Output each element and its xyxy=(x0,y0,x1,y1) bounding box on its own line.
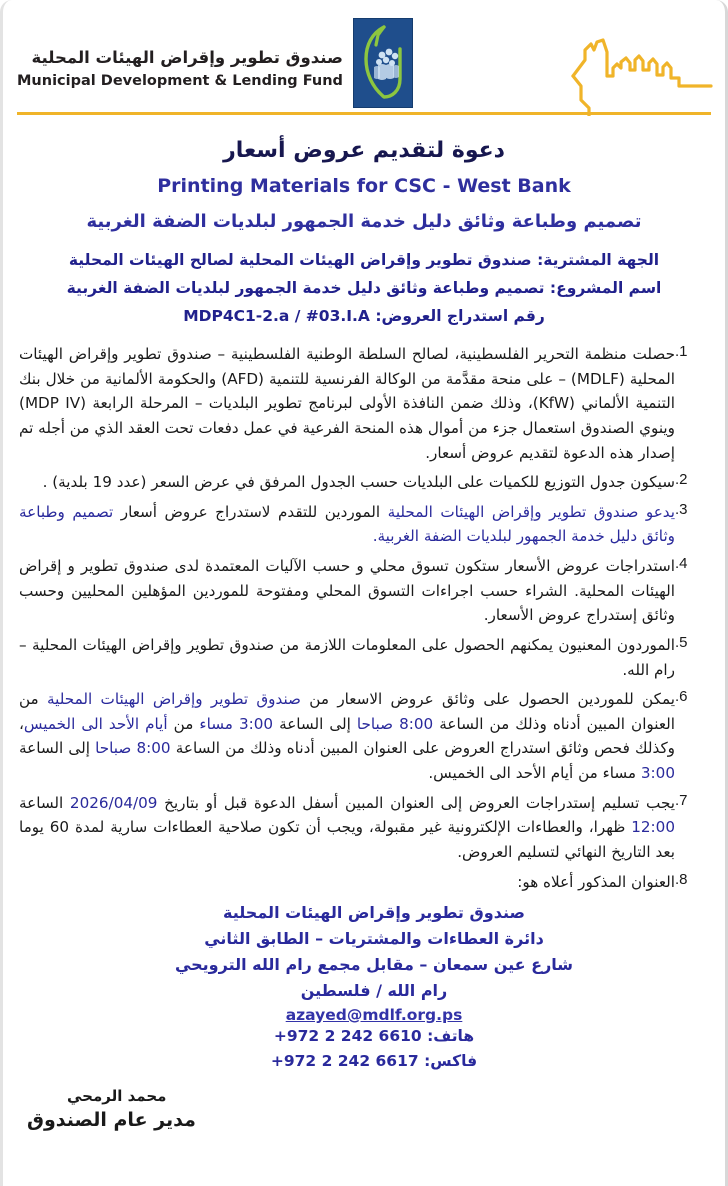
clause-segment: 2026/04/09 xyxy=(63,793,158,812)
clause-text xyxy=(19,500,675,549)
address-line-4: رام الله / فلسطين xyxy=(300,980,448,1000)
mdlf-logo-icon xyxy=(353,18,413,108)
clause-text xyxy=(19,554,675,628)
clause-number: 1. xyxy=(675,343,688,361)
signatory-name: محمد الرمحي xyxy=(67,1087,167,1106)
clause-text xyxy=(19,791,675,865)
clause-segment: يدعو صندوق تطوير وإقراض الهيئات المحلية xyxy=(380,502,675,521)
phone-label: هاتف: xyxy=(427,1026,475,1045)
clause-segment: صندوق تطوير وإقراض الهيئات المحلية xyxy=(38,690,301,709)
brand-text xyxy=(17,36,343,90)
reference-value: MDP4C1-2.a / #03.I.A xyxy=(183,307,370,326)
buyer-label: الجهة المشترية: xyxy=(537,251,660,269)
clause-segment: ، وكذلك فحص وثائق استدراج العروض على العنوان المبين أدناه وذلك من الساعة xyxy=(19,714,676,758)
reference-line xyxy=(25,304,703,328)
clause-segment: إلى الساعة xyxy=(19,739,90,758)
clause-segment: أيام الأحد الى الخميس xyxy=(23,714,168,733)
clause-number: 7. xyxy=(675,791,688,809)
clause-item xyxy=(19,687,705,786)
fax-label: فاكس: xyxy=(424,1051,478,1070)
address-line-3: شارع عين سمعان – مقابل مجمع رام الله الترويحي xyxy=(174,954,574,974)
clause-number: 6. xyxy=(675,688,688,706)
title-block xyxy=(3,138,725,232)
clause-text xyxy=(19,470,675,495)
clause-text xyxy=(19,870,675,895)
clause-item xyxy=(19,633,705,682)
clause-segment: يجب تسليم إستدراجات العروض إلى العنوان المبين أسفل الدعوة قبل أو بتاريخ xyxy=(157,793,676,812)
phone-value: +972 2 242 6610 xyxy=(273,1026,422,1045)
clause-segment: يمكن للموردين الحصول على وثائق عروض الاسعار من xyxy=(300,690,675,709)
email-link[interactable]: azayed@mdlf.org.ps xyxy=(285,1005,463,1024)
clause-item xyxy=(19,870,705,895)
clause-item xyxy=(19,500,705,549)
clause-text xyxy=(19,633,675,682)
clause-text xyxy=(19,342,675,465)
buyer-value: صندوق تطوير وإقراض الهيئات المحلية لصالح الهيئات المحلية xyxy=(68,251,532,269)
page-subtitle-arabic: تصميم وطباعة وثائق دليل خدمة الجمهور لبلديات الضفة الغربية xyxy=(86,211,642,232)
clause-segment: 3:00 xyxy=(636,764,675,783)
clause-segment: الساعة xyxy=(19,793,64,812)
header-divider xyxy=(17,112,711,115)
clause-number: 4. xyxy=(675,555,688,573)
clause-segment: الموردون المعنيون يمكنهم الحصول على المعلومات اللازمة من صندوق تطوير وإقراض الهيئات المحلية – رام الله. xyxy=(19,635,675,679)
document-header xyxy=(3,0,725,118)
address-block xyxy=(3,900,725,1073)
clause-number: 2. xyxy=(675,471,688,489)
fax-row xyxy=(23,1049,725,1074)
clause-segment: الموردين للتقدم لاستدراج عروض أسعار xyxy=(113,502,381,521)
brand-block xyxy=(17,18,413,108)
page-title-english: Printing Materials for CSC - West Bank xyxy=(157,175,571,197)
org-name-english: Municipal Development & Lending Fund xyxy=(17,72,343,89)
reference-label: رقم استدراج العروض: xyxy=(375,307,545,326)
clause-segment: استدراجات عروض الأسعار ستكون تسوق محلي و حسب الآليات المعتمدة لدى صندوق تطوير و إقراض الهيئات المحلية. الشراء حسب اجراءات التسوق المحلي ومفتوحة للموردين المؤهلين المحليين وحسب وثائق إستدراج عروض الأسعار. xyxy=(19,557,675,625)
project-value: تصميم وطباعة وثائق دليل خدمة الجمهور لبلديات الضفة الغربية xyxy=(66,279,545,298)
page-title-arabic: دعوة لتقديم عروض أسعار xyxy=(223,138,505,163)
clause-number: 3. xyxy=(675,500,688,518)
clause-segment: حصلت منظمة التحرير الفلسطينية، لصالح السلطة الوطنية الفلسطينية – صندوق تطوير وإقراض الهيئات المحلية (MDLF) – على منحة مقدَّمة من الوكالة الفرنسية للتنمية (AFD) والحكومة الألمانية من خلال بنك التنمية الألماني (KfW)، وذلك ضمن النافذة الأولى لبرنامج تطوير البلديات – المرحلة الرابعة (MDP IV) وينوي الصندوق استعمال جزء من أموال هذه المنحة الفرعية في عمل دفعات تحت العقد الذي من أجله تم إصدار هذه الدعوة لتقديم عروض أسعار. xyxy=(19,345,676,462)
clause-item xyxy=(19,470,705,495)
clause-segment: سيكون جدول التوزيع للكميات على البلديات حسب الجدول المرفق في عرض السعر (عدد 19 بلدية) . xyxy=(42,473,675,492)
clause-number: 8. xyxy=(675,870,688,888)
clause-segment: العنوان المذكور أعلاه هو: xyxy=(517,872,675,891)
clause-segment: 8:00 صباحا xyxy=(89,739,171,758)
buyer-line xyxy=(25,248,703,272)
meta-block xyxy=(3,248,725,328)
clause-number: 5. xyxy=(675,633,688,651)
address-line-1: صندوق تطوير وإقراض الهيئات المحلية xyxy=(223,903,525,923)
org-name-arabic: صندوق تطوير وإقراض الهيئات المحلية xyxy=(31,48,343,68)
clause-segment: 3:00 مساء xyxy=(193,714,274,733)
project-line xyxy=(25,276,703,300)
address-line-2: دائرة العطاءات والمشتريات – الطابق الثاني xyxy=(204,929,544,949)
clause-list xyxy=(19,342,705,894)
clause-text xyxy=(19,687,675,786)
clause-item xyxy=(19,342,705,465)
fax-value: +972 2 242 6617 xyxy=(270,1051,419,1070)
city-skyline-icon xyxy=(563,30,713,116)
project-label: اسم المشروع: xyxy=(549,279,662,298)
phone-row xyxy=(23,1024,725,1049)
clause-segment: إلى الساعة xyxy=(273,714,351,733)
clause-segment: 12:00 xyxy=(625,818,676,837)
signatory-title: مدير عام الصندوق xyxy=(27,1109,196,1132)
clause-segment: 8:00 صباحا xyxy=(350,714,434,733)
signature-block xyxy=(27,1087,725,1131)
clause-segment: مساء من أيام الأحد الى الخميس. xyxy=(428,764,637,783)
clause-item xyxy=(19,791,705,865)
clause-segment: ظهرا، والعطاءات الإلكترونية غير مقبولة، ويجب أن تكون صلاحية العطاءات سارية لمدة 60 يوما بعد التاريخ النهائي لتسليم العروض. xyxy=(19,818,675,861)
clause-segment: من xyxy=(167,714,194,733)
clause-segment: من العنوان المبين أدناه وذلك من الساعة xyxy=(19,690,676,733)
email-row xyxy=(23,1004,725,1024)
clause-segment: تصميم وطباعة وثائق دليل خدمة الجمهور لبلديات الضفة الغربية. xyxy=(19,502,675,546)
clause-item xyxy=(19,554,705,628)
